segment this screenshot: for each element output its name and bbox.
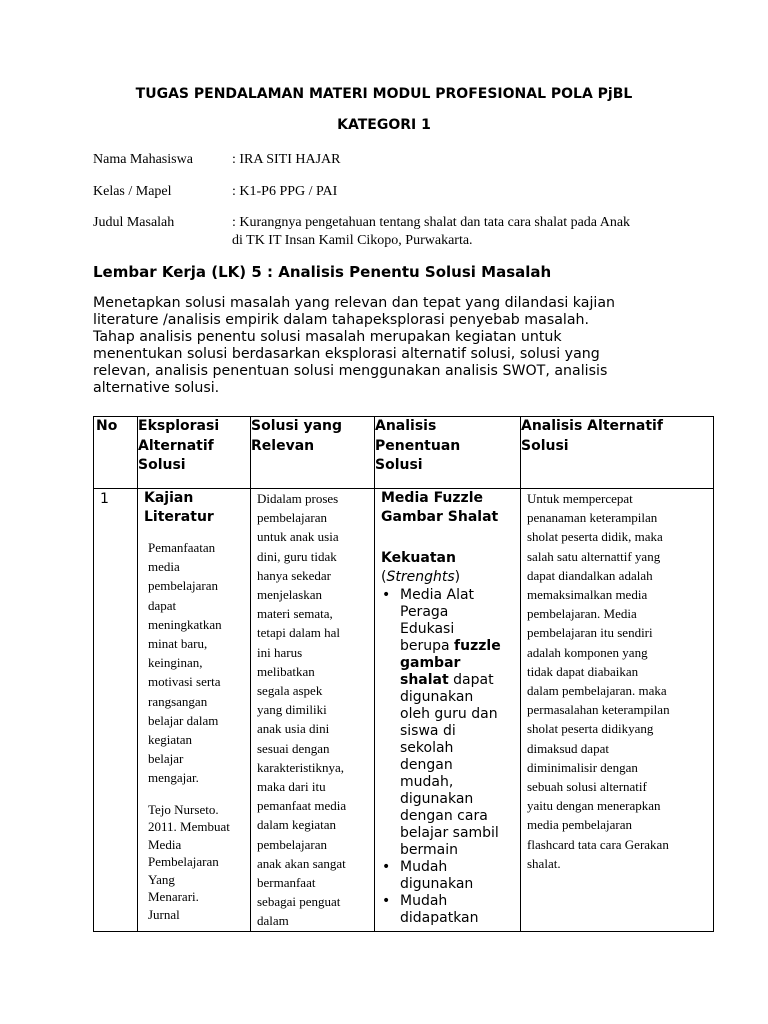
penentuan-title: Media Fuzzle Gambar Shalat (381, 490, 499, 525)
cell-eksplorasi (138, 489, 251, 932)
strengths-label: (Strenghts) (381, 569, 461, 585)
cell-analisis-alternatif: Untuk mempercepat penanaman keterampilan sholat peserta didik, maka salah satu alternattif yang dapat diandalkan adalah memaksimalkan media pembelajaran. Media pembelajaran itu sendiri adalah komponen yang tidak dapat diabaikan dalam pembelajaran. maka permasalahan keterampilan sholat peserta didikyang dimaksud dapat diminimalisir dengan sebuah solusi alternatif yaitu dengan menerapkan media pembelajaran flashcard tata cara Gerakan shalat. (521, 489, 714, 932)
info-label: Judul Masalah (93, 215, 175, 230)
kekuatan-heading: Kekuatan (381, 550, 456, 566)
info-value: : IRA SITI HAJAR (232, 152, 341, 167)
info-value: : K1-P6 PPG / PAI (232, 184, 338, 199)
cell-no: 1 (94, 489, 138, 932)
document-subtitle: KATEGORI 1 (337, 117, 431, 133)
list-item: • Media Alat Peraga Edukasi berupa fuzzle gambar shalat dapat digunakan oleh guru dan siswa di sekolah dengan mudah, digunakan dengan cara belajar sambil bermain (382, 587, 501, 858)
cell-solusi-relevan: Didalam proses pembelajaran untuk anak usia dini, guru tidak hanya sekedar menjelaskan materi semata, tetapi dalam hal ini harus melibatkan segala aspek yang dimiliki anak usia dini sesuai dengan karakteristiknya, maka dari itu pemanfaat media dalam kegiatan pembelajaran anak akan sangat bermanfaat sebagai penguat dalam (251, 489, 375, 932)
header-analisis-alternatif: Analisis Alternatif Solusi (521, 417, 714, 489)
lk-title: Lembar Kerja (LK) 5 : Analisis Penentu Solusi Masalah (93, 263, 552, 281)
cell-analisis-penentuan (375, 489, 521, 932)
eksplorasi-paragraph: Pemanfaatan media pembelajaran dapat meningkatkan minat baru, keinginan, motivasi serta rangsangan belajar dalam kegiatan belajar mengajar. (148, 540, 222, 786)
info-value: : Kurangnya pengetahuan tentang shalat dan tata cara shalat pada Anak di TK IT Insan Kamil Cikopo, Purwakarta. (232, 215, 631, 248)
solution-analysis-table (93, 416, 714, 932)
list-item: • Mudah digunakan (382, 859, 474, 892)
table-row (94, 489, 714, 932)
header-solusi-relevan: Solusi yang Relevan (251, 417, 375, 489)
eksplorasi-title: Kajian Literatur (144, 490, 214, 525)
info-label: Nama Mahasiswa (93, 152, 193, 167)
strengths-list (381, 587, 514, 927)
header-no: No (94, 417, 138, 489)
eksplorasi-reference: Tejo Nurseto. 2011. Membuat Media Pembelajaran Yang Menarari. Jurnal (148, 801, 230, 922)
document-title: TUGAS PENDALAMAN MATERI MODUL PROFESIONAL POLA PjBL (135, 86, 633, 102)
header-eksplorasi: Eksplorasi Alternatif Solusi (138, 417, 251, 489)
intro-paragraph: Menetapkan solusi masalah yang relevan dan tepat yang dilandasi kajian literature /analisis empirik dalam tahapeksplorasi penyebab masalah. Tahap analisis penentu solusi masalah merupakan kegiatan untuk menentukan solusi berdasarkan eksplorasi alternatif solusi, solusi yang relevan, analisis penentuan solusi menggunakan analisis SWOT, analisis alternative solusi. (93, 295, 616, 396)
info-label: Kelas / Mapel (93, 184, 172, 199)
table-header-row (94, 417, 714, 489)
list-item: • Mudah didapatkan (382, 893, 479, 926)
header-analisis-penentuan: Analisis Penentuan Solusi (375, 417, 521, 489)
